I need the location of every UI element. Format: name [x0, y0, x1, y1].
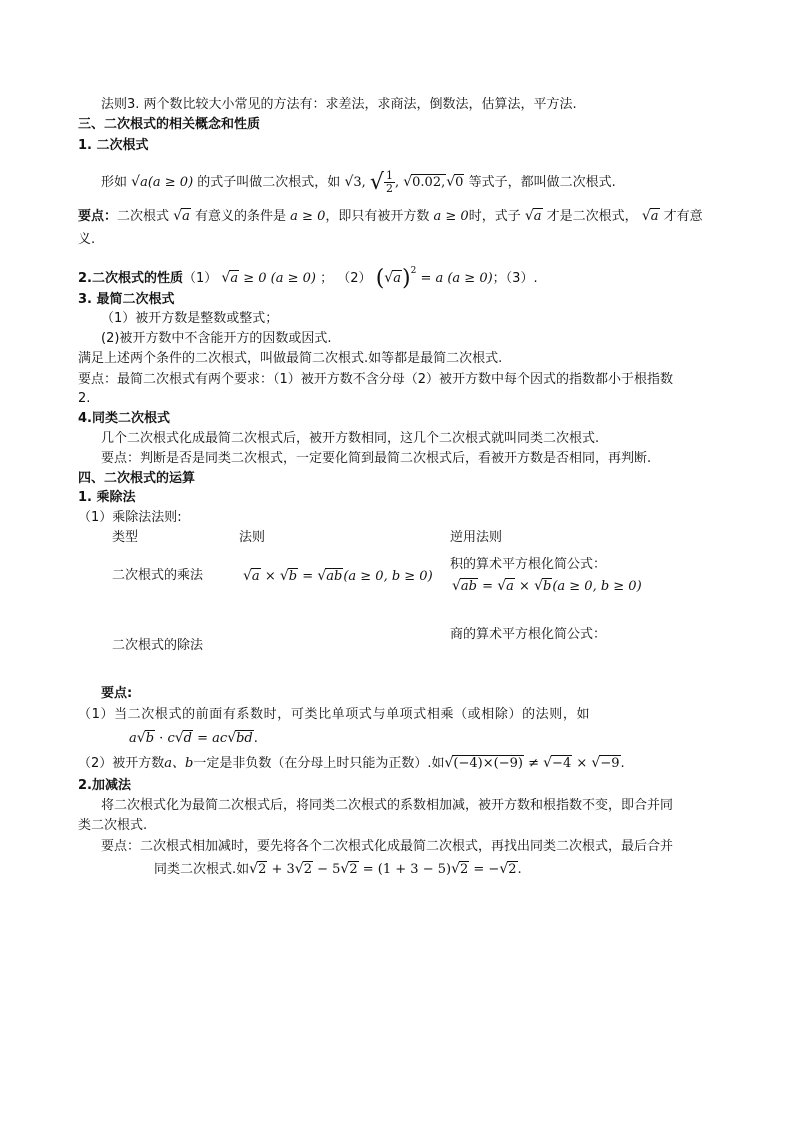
table-header-type: 类型 [112, 530, 139, 545]
def-example-1: 3, [353, 175, 370, 190]
def-example-2: 0.02, [412, 175, 446, 190]
prop-1-num: （1） [182, 271, 218, 286]
section-3-heading: 三、二次根式的相关概念和性质 [78, 117, 261, 132]
section-4-heading: 四、二次根式的运算 [78, 471, 196, 486]
multiply-rule-condition: (a ≥ 0, b ≥ 0) [343, 569, 433, 584]
prop-1-math: ≥ 0 (a ≥ 0) [243, 271, 316, 286]
def-example-3: 0 [455, 175, 464, 190]
key-point-3-line1: （1）当二次根式的前面有系数时，可类比单项式与单项式相乘（或相除）的法则，如 [78, 707, 591, 722]
key3-l2-radicand-2: −4 [552, 756, 572, 771]
prop-2-math: = a (a ≥ 0) [420, 271, 493, 286]
rules-label: （1）乘除法法则: [78, 510, 182, 525]
prop-2-num: ； （2） [320, 271, 372, 286]
table-header-rule: 法则 [239, 530, 266, 545]
def-text-c: 等式子，都叫做二次根式. [468, 175, 616, 190]
key3-l2-c: 一定是非负数（在分母上时只能为正数）.如 [193, 756, 445, 771]
product-inverse-formula: √ab = √a × √b(a ≥ 0, b ≥ 0) [452, 578, 642, 594]
prop-3-num: ；（3）. [492, 271, 538, 286]
key4-example-label: 同类二次根式.如 [154, 862, 250, 877]
key1-text-b: 有意义的条件是 [195, 209, 287, 224]
def-text-a: 形如 [101, 175, 128, 190]
multiply-rule-formula: √a × √b = √ab(a ≥ 0, b ≥ 0) [243, 568, 433, 584]
def-math: a(a ≥ 0) [140, 175, 194, 190]
product-inverse-title: 积的算术平方根化简公式： [450, 557, 607, 572]
key1-text-c: ，即只有被开方数 [325, 209, 430, 224]
definition-line: 形如 √a(a ≥ 0) 的式子叫做二次根式，如 √3, √ $\frac{1}{2}$ , √0.02,√0 等式子，都叫做二次根式. [101, 169, 616, 195]
subsection-4-heading: 4.同类二次根式 [78, 411, 170, 426]
key3-l2-vars: a、b [164, 756, 194, 771]
subsection-3-heading: 3. 最简二次根式 [78, 292, 175, 307]
properties-label: 2.二次根式的性质 [78, 271, 183, 286]
key1-condition: a ≥ 0 [290, 209, 326, 224]
quotient-inverse-title: 商的算术平方根化简公式： [450, 627, 607, 642]
key3-l2-radicand: (−4)×(−9) [453, 756, 523, 771]
multiply-divide-heading: 1. 乘除法 [78, 490, 136, 505]
table-row-multiply-type: 二次根式的乘法 [112, 568, 204, 583]
key-point-2: 要点：最简二次根式有两个要求：（1）被开方数不含分母（2）被开方数中每个因式的指数都小于根指数 [78, 372, 674, 387]
add-subtract-def-cont: 类二次根式. [78, 818, 148, 833]
key-point-2-cont: 2. [78, 391, 91, 406]
properties-line: 2.二次根式的性质（1） √a ≥ 0 (a ≥ 0) ； （2） $(√a)^2 = a$ (a ≥ 0)；（3）. [78, 266, 538, 291]
key1-text-d: 时，式子 [468, 209, 521, 224]
key-point-3-line2: （2）被开方数a、b一定是非负数（在分母上时只能为正数）.如√(−4)×(−9) ≠ √−4 × √−9. [78, 755, 625, 771]
add-subtract-def: 将二次根式化为最简二次根式后，将同类二次根式的系数相加减，被开方数和根指数不变，即合并同 [101, 798, 674, 813]
key-point-4: 要点：二次根式相加减时，要先将各个二次根式化成最简二次根式，再找出同类二次根式，最后合并 [101, 839, 674, 854]
key3-l2-a: （2）被开方数 [78, 756, 165, 771]
key1-text-f: 才有意 [663, 209, 703, 224]
key1-text-e: 才是二次根式， [546, 209, 638, 224]
key-point-3-label: 要点: [101, 686, 133, 701]
key1-text-a: 二次根式 [117, 209, 170, 224]
like-radicals-def: 几个二次根式化成最简二次根式后，被开方数相同，这几个二次根式就叫同类二次根式. [101, 431, 600, 446]
coefficient-example: a√b · c√d = ac√bd. [129, 730, 258, 746]
subsection-1-heading: 1. 二次根式 [78, 138, 149, 153]
key-point-1-cont: 义. [78, 232, 96, 247]
def-text-b: 的式子叫做二次根式，如 [197, 175, 341, 190]
add-subtract-heading: 2.加减法 [78, 778, 131, 793]
table-row-divide-type: 二次根式的除法 [112, 638, 204, 653]
key3-l2-radicand-3: −9 [600, 756, 620, 771]
simplest-cond-2: (2)被开方数中不含能开方的因数或因式. [101, 331, 332, 346]
simplest-cond-1: （1）被开方数是整数或整式； [101, 311, 279, 326]
like-radicals-key: 要点：判断是否是同类二次根式，一定要化简到最简二次根式后，看被开方数是否相同，再判断. [101, 451, 652, 466]
table-header-inverse: 逆用法则 [450, 530, 503, 545]
key-point-4-cont: 同类二次根式.如√2 + 3√2 − 5√2 = (1 + 3 − 5)√2 = −√2. [154, 861, 522, 877]
simplest-def: 满足上述两个条件的二次根式，叫做最简二次根式.如等都是最简二次根式. [78, 351, 503, 366]
key-label: 要点： [78, 209, 118, 224]
key-point-1: 要点：二次根式 √a 有意义的条件是 a ≥ 0，即只有被开方数 a ≥ 0时，式子 √a 才是二次根式， √a 才有意 [78, 208, 703, 224]
rule3-text: 法则3. 两个数比较大小常见的方法有：求差法，求商法，倒数法，估算法，平方法. [101, 97, 577, 112]
